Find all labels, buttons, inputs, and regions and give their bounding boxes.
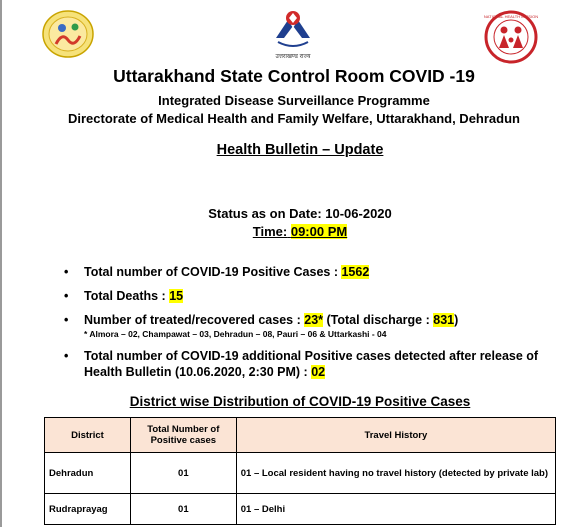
idsp-emblem-icon: [42, 10, 94, 58]
header-district: District: [45, 418, 131, 453]
emblem-caption: उत्तराखण्ड राज्य: [275, 54, 311, 60]
additional-label: Total number of COVID-19 additional Positive cases detected after release of Health Bulletin (10.06.2020, 2:30 PM) :: [84, 349, 539, 379]
cell-cases: 01: [130, 453, 236, 494]
document-title: Uttarakhand State Control Room COVID -19: [113, 66, 475, 86]
summary-item-deaths: [64, 288, 564, 304]
status-time: [0, 224, 588, 239]
summary-item-additional: [64, 348, 564, 380]
uttarakhand-emblem-icon: [268, 8, 318, 58]
recovered-value: 23*: [304, 313, 324, 327]
discharge-label: (Total discharge :: [326, 313, 430, 327]
table-row: [45, 494, 556, 525]
time-label: Time:: [252, 224, 288, 239]
positive-value: 1562: [341, 265, 370, 279]
summary-item-positive: [64, 264, 564, 280]
table-row: [45, 453, 556, 494]
bullet-icon: •: [64, 349, 69, 363]
recovered-label: Number of treated/recovered cases :: [84, 313, 301, 327]
cell-travel: 01 – Local resident having no travel history (detected by private lab): [236, 453, 555, 494]
bullet-icon: •: [64, 313, 69, 327]
discharge-value: 831: [433, 313, 455, 327]
nhm-ring-text: NATIONAL HEALTH MISSION: [483, 14, 539, 19]
district-table-title: District wise Distribution of COVID-19 Positive Cases: [129, 394, 471, 409]
cell-cases: 01: [130, 494, 236, 525]
table-header-row: [45, 418, 556, 453]
national-health-mission-logo-icon: [482, 10, 540, 64]
recovered-note: * Almora – 02, Champawat – 03, Dehradun – 08, Pauri – 06 & Uttarkashi - 04: [84, 329, 387, 339]
deaths-label: Total Deaths :: [84, 289, 166, 303]
additional-value: 02: [311, 365, 326, 379]
programme-name: Integrated Disease Surveillance Programme: [158, 93, 430, 108]
deaths-value: 15: [169, 289, 184, 303]
summary-list: [64, 264, 564, 380]
time-value: 09:00 PM: [290, 224, 348, 239]
bullet-icon: •: [64, 265, 69, 279]
district-table: [44, 417, 556, 525]
bullet-icon: •: [64, 289, 69, 303]
bulletin-heading: Health Bulletin – Update: [216, 142, 384, 158]
status-date: Status as on Date: 10-06-2020: [208, 206, 392, 221]
header-total-cases: Total Number of Positive cases: [130, 418, 236, 453]
cell-travel: 01 – Delhi: [236, 494, 555, 525]
cell-district: Rudraprayag: [45, 494, 131, 525]
directorate-name: Directorate of Medical Health and Family Welfare, Uttarakhand, Dehradun: [68, 111, 520, 126]
cell-district: Dehradun: [45, 453, 131, 494]
summary-item-recovered: [64, 312, 564, 328]
positive-label: Total number of COVID-19 Positive Cases :: [84, 265, 338, 279]
discharge-close: ): [454, 313, 459, 327]
header-travel-history: Travel History: [236, 418, 555, 453]
